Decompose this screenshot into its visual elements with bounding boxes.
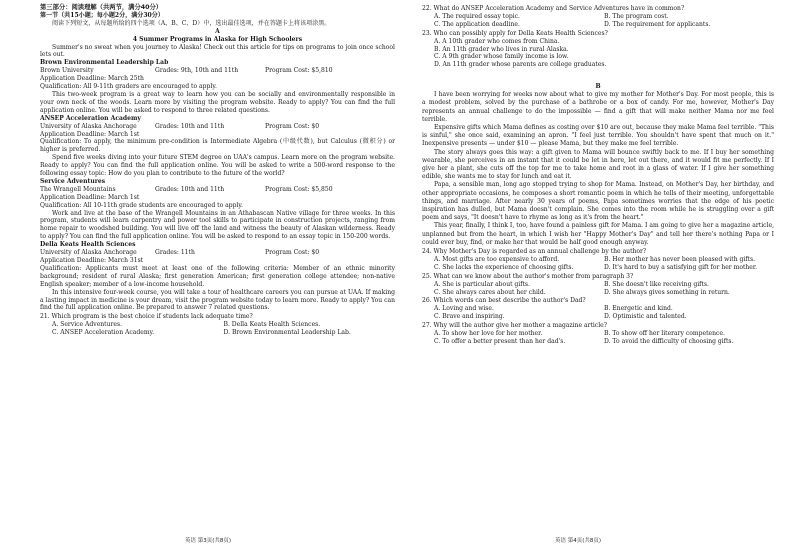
program-info <box>40 186 395 194</box>
question-stem: 25. What can we know about the author's mother from paragraph 3? <box>422 272 634 280</box>
program-qualification: Qualification: All 10-11th grade students are encouraged to apply. <box>40 201 243 209</box>
program-location: University of Alaska Anchorage <box>40 122 137 130</box>
passage-b <box>422 91 774 247</box>
program-cost: Program Cost: $0 <box>265 249 320 257</box>
program-deadline: Application Deadline: March 1st <box>40 130 140 138</box>
section-heading: 第三部分：阅读理解（共两节，满分40分） <box>40 4 163 11</box>
option-a: A. Service Adventures. <box>52 321 123 329</box>
question-27 <box>422 322 774 346</box>
option-d: D. Optimistic and talented. <box>604 313 687 321</box>
program-grades: Grades: 11th <box>155 249 195 257</box>
passage-b-paragraph: I have been worrying for weeks now about what to give my mother for Mother's Day. For most people, this is a modest problem, solved by the purchase of a bathrobe or a box of candy. For me, however, Mother's Day represents an annual challenge to do the impossible — find a gift that will make neither Mama nor me feel terrible. <box>422 91 774 123</box>
question-options <box>422 13 774 29</box>
passage-b-paragraph: Papa, a sensible man, long ago stopped trying to shop for Mama. Instead, on Mother's Day, her birthday, and other appropriate occasions, he composes a short romantic poem in which he tells of their meeting, unforgettable things, and marriage. After nearly 30 years of poems, Papa sometimes worries that the edge of his poetic inspiration has dulled, but Mama doesn't complain. She comes into the room while he is struggling over a gift poem and says, "It doesn't have to rhyme as long as it's from the heart." <box>422 181 774 222</box>
program-name: Service Adventures <box>40 177 106 185</box>
program-qualification: Qualification: All 9-11th graders are encouraged to apply. <box>40 83 217 91</box>
program-grades: Grades: 9th, 10th and 11th <box>155 67 239 75</box>
question-24 <box>422 248 774 272</box>
option-b: B. She doesn't like receiving gifts. <box>604 280 709 288</box>
program-cost: Program Cost: $5,810 <box>265 67 333 75</box>
option-c: C. She lacks the experience of choosing gifts. <box>434 263 574 271</box>
option-d: D. The requirement for applicants. <box>604 20 711 28</box>
passage-b-paragraph: This year, finally, I think I, too, have found a painless gift for Mama. I am going to give her a magazine article, unplanned but from the heart, in which I wish her "Happy Mother's Day" and tell her there's nothing Papa or I could ever buy, find, or make her that would be half good enough anyway. <box>422 222 774 246</box>
program-description: This two-week program is a great way to learn how you can be socially and environmentally responsible in your own neck of the woods. Learn more by visiting the program website. Ready to apply? You can find the full application online. You will be asked to respond to three related questions. <box>40 90 395 114</box>
option-c: C. She always cares about her child. <box>434 288 546 296</box>
part-heading: 第一节（共15小题；每小题2分，满分30分） <box>40 11 164 19</box>
program-description: Work and live at the base of the Wrangell Mountains in an Athabascan Native village for three weeks. In this program, students will learn carpentry and power tool skills to participate in construction projects, ranging from home repair to woodshed building. You will live off the land and witness the beauty of Alaskan wilderness. Ready to apply? You can find the full application online. You will be asked to respond to an essay topic in 150-200 words. <box>40 209 395 241</box>
program-location: University of Alaska Anchorage <box>40 249 137 257</box>
program-name: ANSEP Acceleration Academy <box>40 114 141 122</box>
question-stem: 24. Why Mother's Day is regarded as an annual challenge by the author? <box>422 248 647 256</box>
option-b: B. Her mother has never been pleased with gifts. <box>604 255 756 263</box>
program-qualification: Qualification: To apply, the minimum pre-condition is Intermediate Algebra (中级代数), but Calculus (微积分) or higher is preferred. <box>40 138 395 154</box>
question-options <box>422 281 774 297</box>
option-b: B. To show off her literary competence. <box>604 330 725 338</box>
option-b: B. The program cost. <box>604 12 669 20</box>
option-a: A. To show her love for her mother. <box>434 330 543 338</box>
program-location: The Wrangell Mountains <box>40 185 116 193</box>
option-c: C. To offer a better present than her dad's. <box>434 337 566 345</box>
question-options <box>422 330 774 346</box>
option-c: C. A 9th grader whose family income is low. <box>434 53 569 61</box>
option-b: B. Della Keats Health Sciences. <box>223 321 321 329</box>
right-column <box>422 4 774 346</box>
question-26 <box>422 297 774 321</box>
question-23 <box>422 30 774 70</box>
program-name: Brown Environmental Leadership Lab <box>40 59 169 67</box>
program-description: Spend five weeks diving into your future STEM degree on UAA's campus. Learn more on the program website. Ready to apply? You can find the full application online. You will be asked to write a 500-word response to the following essay topic: How do you plan to contribute to the future of the world? <box>40 154 395 178</box>
option-c: C. ANSEP Acceleration Academy. <box>52 329 155 337</box>
option-c: C. The application deadline. <box>434 20 520 28</box>
question-stem: 22. What do ANSEP Acceleration Academy and Service Adventures have in common? <box>422 5 685 12</box>
program-cost: Program Cost: $0 <box>265 122 320 130</box>
program-ansep <box>40 115 395 178</box>
question-21 <box>40 313 395 337</box>
question-25 <box>422 273 774 297</box>
option-a: A. She is particular about gifts. <box>434 280 530 288</box>
program-brown <box>40 59 395 114</box>
program-deadline: Application Deadline: March 31st <box>40 257 144 264</box>
program-service-adventures <box>40 178 395 241</box>
option-a: A. Most gifts are too expensive to afford. <box>434 255 560 263</box>
option-b: B. An 11th grader who lives in rural Alaska. <box>434 45 569 53</box>
question-options <box>422 305 774 321</box>
program-grades: Grades: 10th and 11th <box>155 122 225 130</box>
program-qualification: Qualification: Applicants must meet at least one of the following criteria: Member of an ethnic minority background; resident of rural Alaska; first generation American; first generation college attendee; non-native English speaker; member of a low-income household. <box>40 264 395 288</box>
question-stem: 23. Who can possibly apply for Della Keats Health Sciences? <box>422 29 608 37</box>
question-stem: 27. Why will the author give her mother a magazine article? <box>422 322 607 330</box>
passage-a-letter: A <box>215 27 220 35</box>
passage-b-letter: B <box>595 83 601 91</box>
program-della-keats <box>40 241 395 312</box>
program-deadline: Application Deadline: March 1st <box>40 193 140 201</box>
question-stem: 26. Which words can best describe the author's Dad? <box>422 297 586 305</box>
question-options <box>40 321 395 337</box>
page-footer-left: 英语 第3页(共8页) <box>185 538 232 544</box>
option-d: D. She always gives something in return. <box>604 288 730 296</box>
passage-a-intro: Summer's no sweat when you journey to Alaska! Check out this article for tips on programs to join once school lets out. <box>40 43 395 59</box>
option-d: D. It's hard to buy a satisfying gift for her mother. <box>604 263 758 271</box>
program-info <box>40 123 395 131</box>
question-22 <box>422 5 774 29</box>
option-b: B. Energetic and kind. <box>604 305 673 313</box>
program-info <box>40 67 395 75</box>
program-grades: Grades: 10th and 11th <box>155 185 225 193</box>
question-stem: 21. Which program is the best choice if students lack adequate time? <box>40 313 253 321</box>
program-deadline: Application Deadline: March 25th <box>40 75 144 83</box>
page-footer-right: 英语 第4页(共8页) <box>555 538 602 544</box>
option-a: A. A 10th grader who comes from China. <box>434 37 560 45</box>
passage-b-paragraph: Expensive gifts which Mama defines as costing over $10 are out, because they make Mama feel terrible. "This is sinful," she once said, examining an apron. "I feel just terrible. You shouldn't have spent that much on it." Inexpensive presents — under $10 — please Mama, but they make me feel terrible. <box>422 123 774 148</box>
option-d: D. An 11th grader whose parents are college graduates. <box>434 61 607 69</box>
passage-b-paragraph: The story always goes this way: a gift given to Mama will bounce swiftly back to me. If I buy her something wearable, she perceives in an instant that it could be let in here, let out there, and it would fit me perfectly. If I give her a plant, she cuts off the top for me to take home and root in a glass of water. If I give her something edible, she wants me to stay for lunch and eat it. <box>422 148 774 181</box>
program-description: In this intensive four-week course, you will take a tour of healthcare careers you can pursue at UAA. If making a lasting impact in medicine is your dream, visit the program website today to learn more. Ready to apply? You can find the full application online. Be prepared to answer 7 related questions. <box>40 288 395 312</box>
program-info <box>40 249 395 257</box>
program-cost: Program Cost: $5,850 <box>265 185 333 193</box>
option-c: C. Brave and inspiring. <box>434 313 505 321</box>
option-d: D. To avoid the difficulty of choosing gifts. <box>604 337 734 345</box>
program-name: Della Keats Health Sciences <box>40 241 136 249</box>
option-a: A. Loving and wise. <box>434 305 494 313</box>
passage-a-title: 4 Summer Programs in Alaska for High Schoolers <box>132 35 303 43</box>
option-a: A. The required essay topic. <box>434 12 520 20</box>
option-d: D. Brown Environmental Leadership Lab. <box>223 329 351 337</box>
question-options <box>422 256 774 272</box>
left-column <box>40 4 395 337</box>
program-location: Brown University <box>40 67 94 75</box>
instructions: 阅读下列短文，从每题所给的四个选项（A、B、C、D）中，选出最佳选项，并在答题卡上将该项涂黑。 <box>52 19 331 27</box>
